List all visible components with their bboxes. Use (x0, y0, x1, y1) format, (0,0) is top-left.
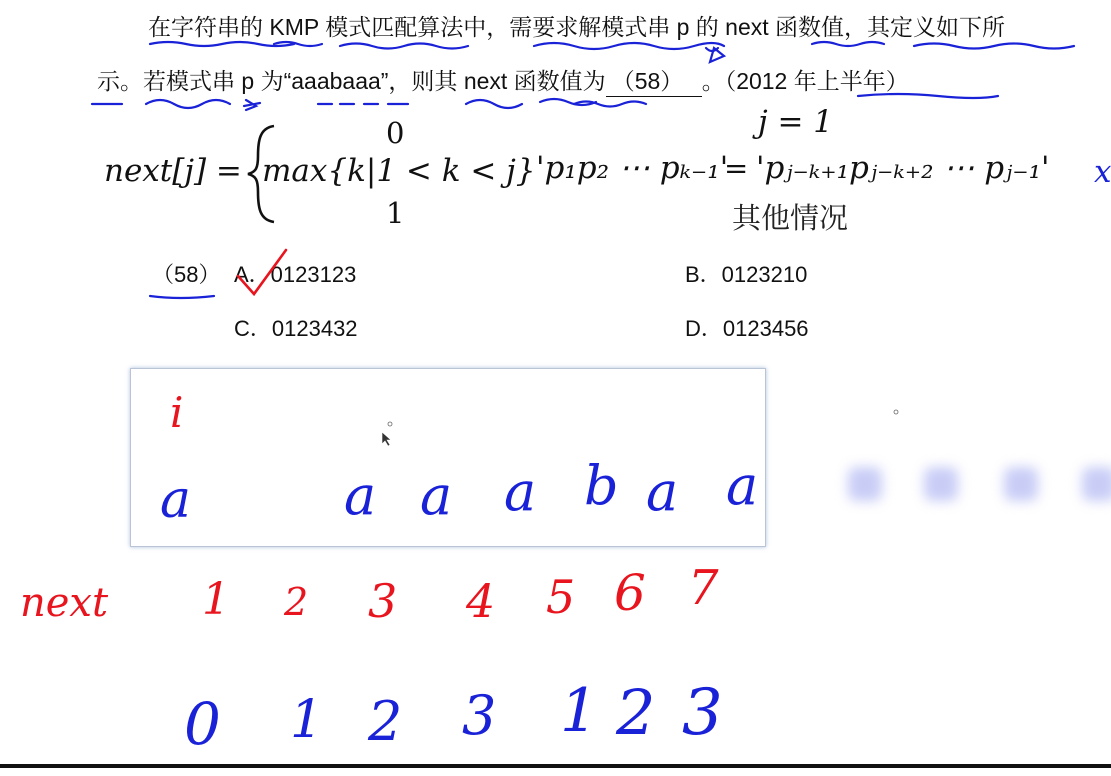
index-value: 6 (614, 564, 646, 622)
next-label: next (20, 580, 109, 626)
pattern-char: a (504, 460, 537, 523)
question-source: 。（2012 年上半年） (701, 68, 909, 94)
question-number: （58） (152, 262, 221, 287)
formula-case1-condition: j = 1 (758, 104, 834, 140)
hand-a-label: a (160, 470, 192, 530)
formula-lhs: next[j] = (104, 153, 242, 189)
next-value: 1 (290, 690, 324, 750)
pattern-char: a (646, 460, 679, 523)
option-b[interactable]: B．0123210 (685, 262, 808, 287)
index-value: 1 (202, 574, 230, 625)
formula-case2-suffix: 'pⱼ₋ₖ₊₁pⱼ₋ₖ₊₂ ⋯ pⱼ₋₁' (756, 150, 1050, 186)
option-c[interactable]: C．0123432 (234, 316, 358, 341)
formula-case2-equals: = (724, 151, 749, 185)
index-value: 4 (466, 574, 496, 628)
question-line-1: 在字符串的 KMP 模式匹配算法中，需要求解模式串 p 的 next 函数值，其定义如下所 (148, 14, 1006, 40)
next-value: 1 (560, 676, 599, 746)
index-value: 3 (368, 574, 398, 628)
formula-case3-value: 1 (386, 196, 405, 230)
index-value: 5 (546, 570, 576, 624)
next-value: 3 (462, 684, 497, 747)
option-d[interactable]: D．0123456 (685, 316, 809, 341)
formula-case1-value: 0 (386, 116, 405, 150)
pattern-char: b (584, 454, 619, 517)
bottom-rule (0, 764, 1111, 768)
hand-i-label: i (170, 388, 184, 437)
next-value: 2 (368, 690, 403, 753)
index-value: 7 (688, 560, 719, 616)
answer-blank: （58） (606, 66, 702, 97)
formula-case2-value: max{k|1 < k < j} (262, 153, 536, 189)
next-value: 2 (616, 676, 656, 749)
next-value: 3 (682, 676, 723, 750)
question-line-2-text: 示。若模式串 p 为“aaabaaa”，则其 next 函数值为 (97, 68, 606, 94)
index-value: 2 (284, 580, 309, 624)
pattern-char: a (726, 454, 759, 517)
pattern-char: a (420, 464, 453, 527)
option-a[interactable]: A．0123123 (234, 262, 357, 287)
formula-case3-condition: 其他情况 (732, 201, 849, 235)
edge-mark: x (1094, 154, 1111, 190)
next-value: 0 (184, 690, 221, 758)
pattern-char: a (344, 464, 377, 527)
formula-case2-prefix: 'p₁p₂ ⋯ pₖ₋₁' (536, 150, 729, 186)
